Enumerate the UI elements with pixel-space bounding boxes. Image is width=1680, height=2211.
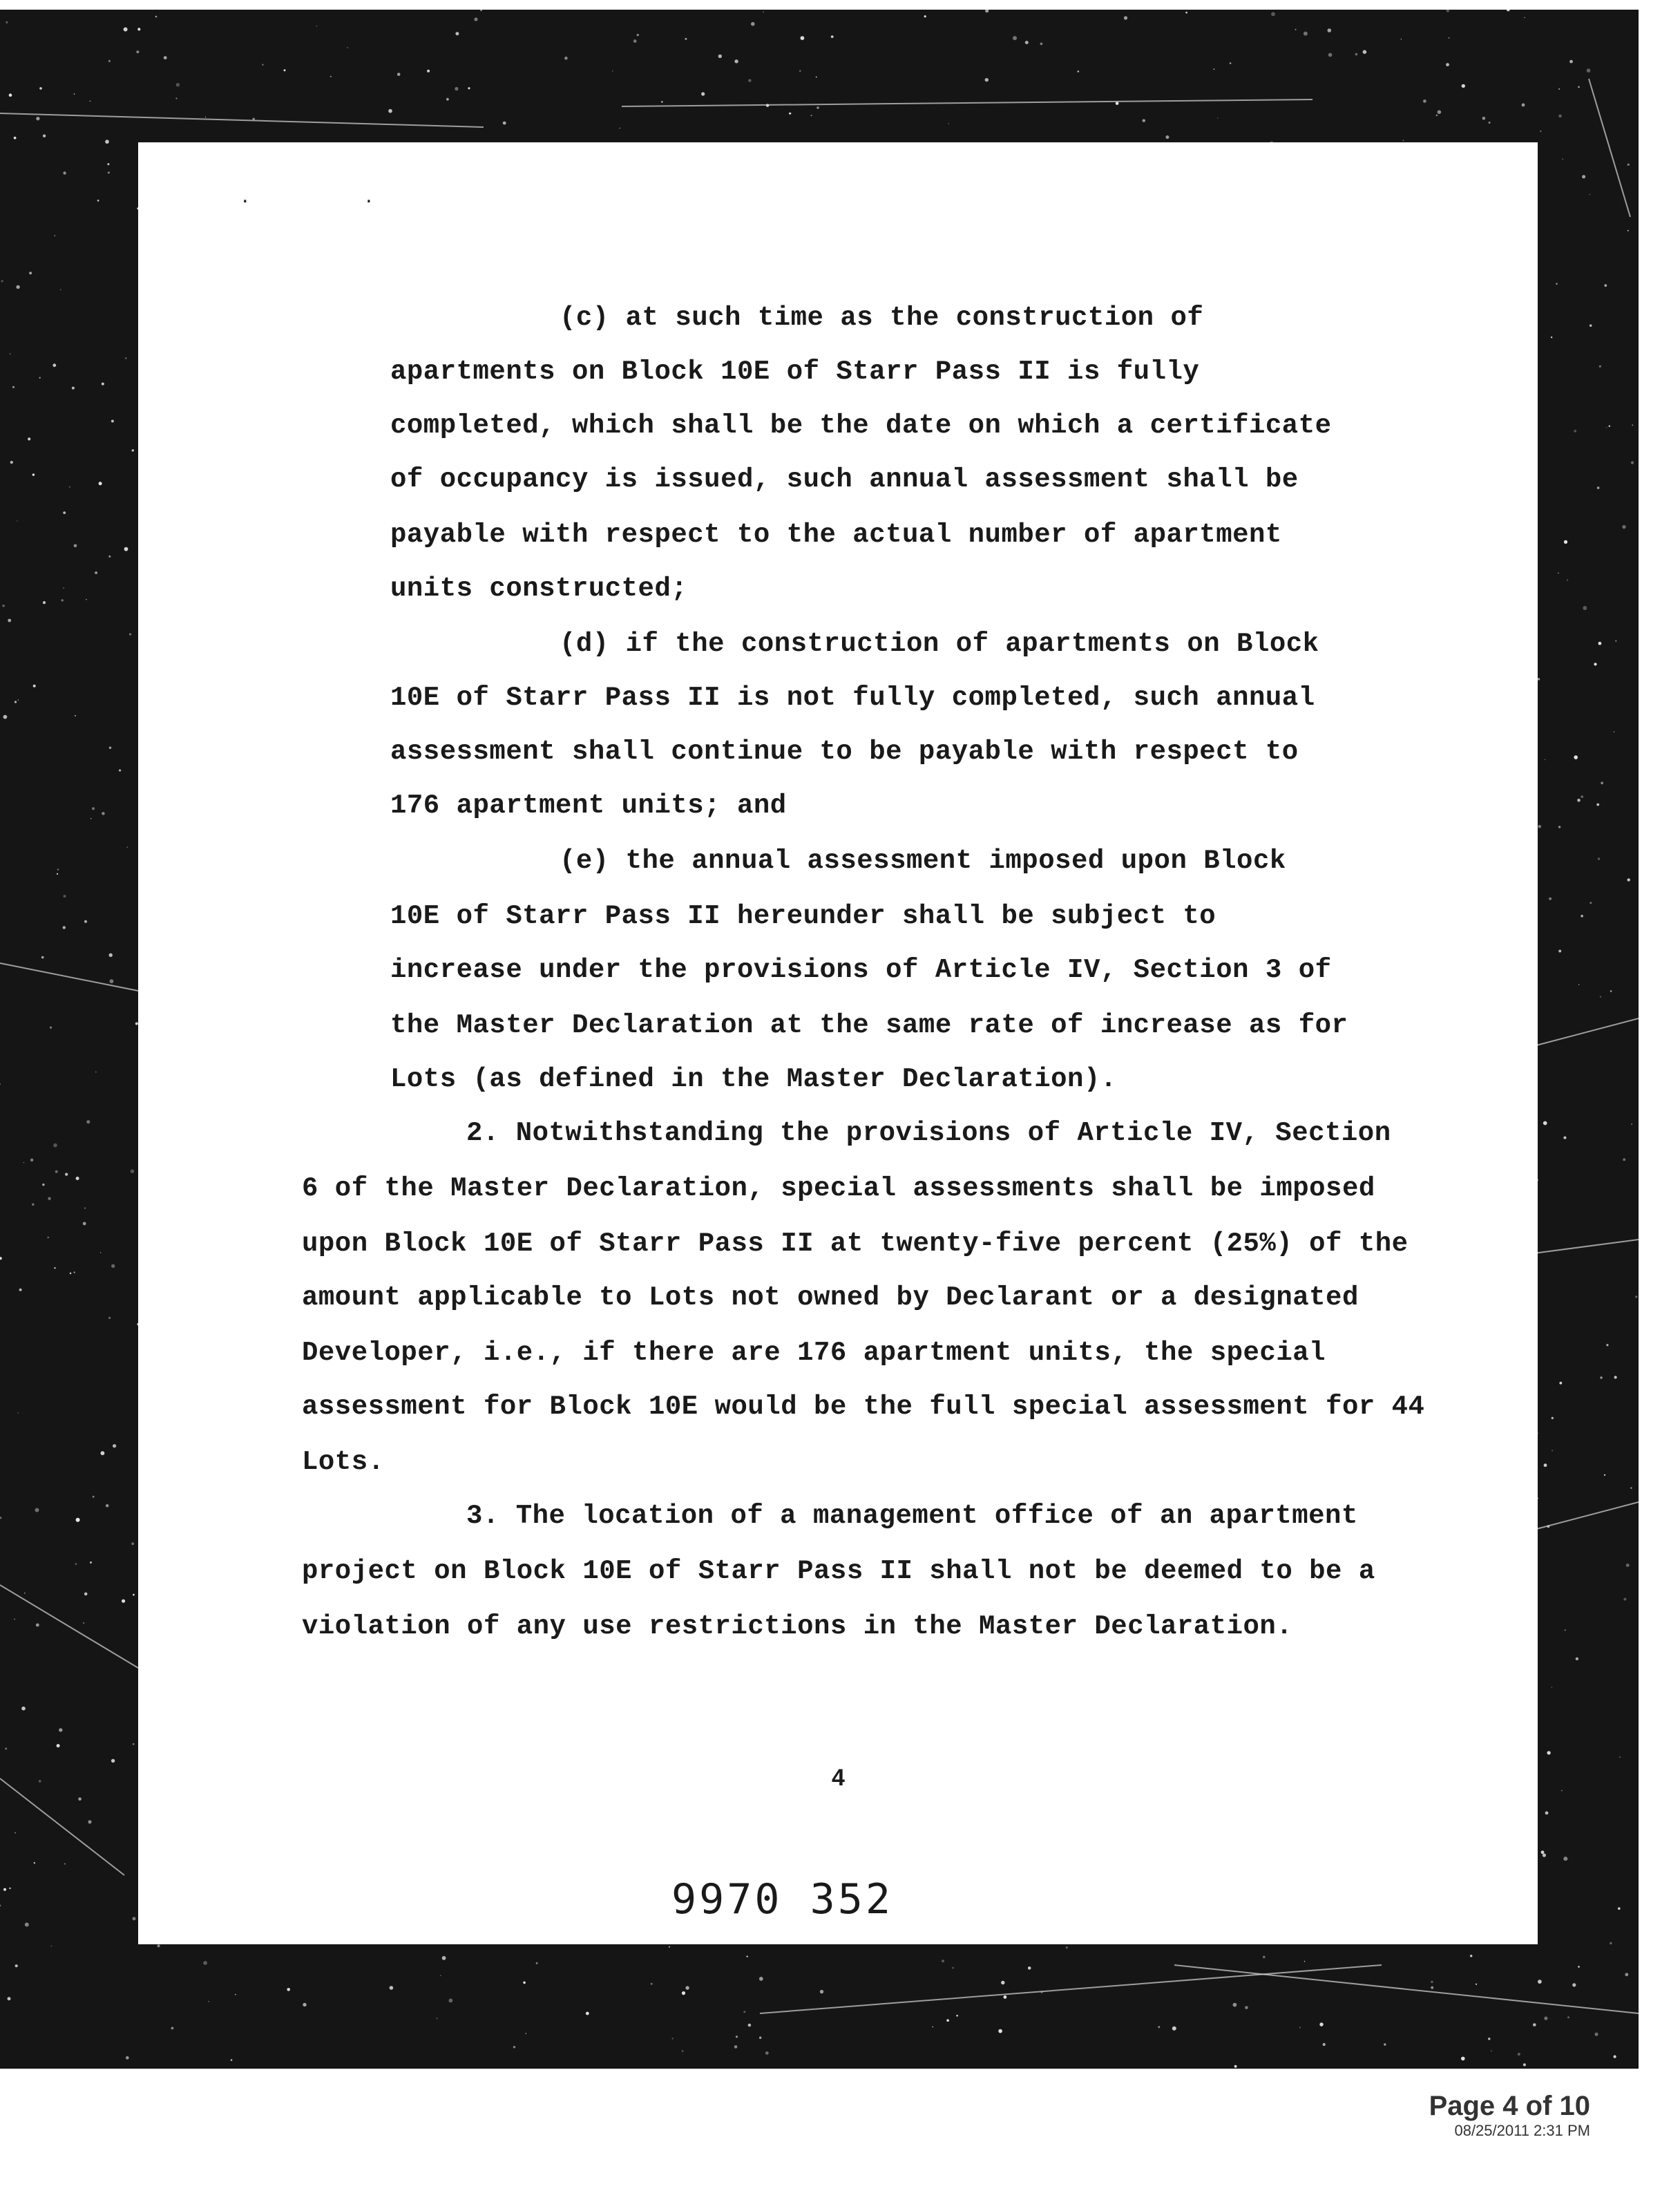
body-line: (c) at such time as the construction of bbox=[560, 303, 1204, 333]
body-line: 3. The location of a management office of an apartment bbox=[466, 1501, 1358, 1531]
page-indicator: Page 4 of 10 bbox=[1429, 2091, 1590, 2121]
scanned-page-border bbox=[0, 10, 1639, 2069]
body-line: amount applicable to Lots not owned by Declarant or a designated bbox=[302, 1282, 1359, 1313]
print-timestamp: 08/25/2011 2:31 PM bbox=[1454, 2122, 1590, 2139]
body-line: 6 of the Master Declaration, special assessments shall be imposed bbox=[302, 1173, 1375, 1204]
body-line: payable with respect to the actual number of apartment bbox=[390, 520, 1282, 550]
body-line: Developer, i.e., if there are 176 apartment units, the special bbox=[302, 1338, 1326, 1368]
body-line: the Master Declaration at the same rate of increase as for bbox=[390, 1010, 1348, 1041]
body-line: of occupancy is issued, such annual assessment shall be bbox=[390, 464, 1299, 495]
stray-marks: . . bbox=[242, 184, 428, 208]
body-line: apartments on Block 10E of Starr Pass II is fully bbox=[390, 357, 1200, 387]
body-line: project on Block 10E of Starr Pass II shall not be deemed to be a bbox=[302, 1556, 1375, 1586]
body-line: 2. Notwithstanding the provisions of Article IV, Section bbox=[466, 1118, 1391, 1148]
body-line: Lots (as defined in the Master Declaration). bbox=[390, 1064, 1117, 1094]
body-line: violation of any use restrictions in the Master Declaration. bbox=[302, 1611, 1293, 1642]
body-line: 10E of Starr Pass II hereunder shall be subject to bbox=[390, 901, 1216, 931]
body-line: increase under the provisions of Article IV, Section 3 of bbox=[390, 955, 1332, 985]
body-line: 176 apartment units; and bbox=[390, 790, 787, 821]
body-line: units constructed; bbox=[390, 573, 688, 604]
document-page bbox=[138, 142, 1538, 1944]
body-line: Lots. bbox=[302, 1447, 385, 1477]
page-number: 4 bbox=[832, 1765, 845, 1791]
body-line: (d) if the construction of apartments on Block bbox=[560, 629, 1319, 659]
recording-number: 9970 352 bbox=[671, 1875, 893, 1924]
body-line: assessment shall continue to be payable with respect to bbox=[390, 737, 1299, 767]
body-line: completed, which shall be the date on which a certificate bbox=[390, 410, 1332, 441]
document-body bbox=[138, 142, 1538, 1944]
body-line: assessment for Block 10E would be the full special assessment for 44 bbox=[302, 1392, 1425, 1422]
body-line: (e) the annual assessment imposed upon Block bbox=[560, 846, 1286, 876]
body-line: upon Block 10E of Starr Pass II at twenty-five percent (25%) of the bbox=[302, 1228, 1409, 1259]
body-line: 10E of Starr Pass II is not fully completed, such annual bbox=[390, 683, 1315, 713]
page-footer bbox=[1429, 2091, 1590, 2140]
